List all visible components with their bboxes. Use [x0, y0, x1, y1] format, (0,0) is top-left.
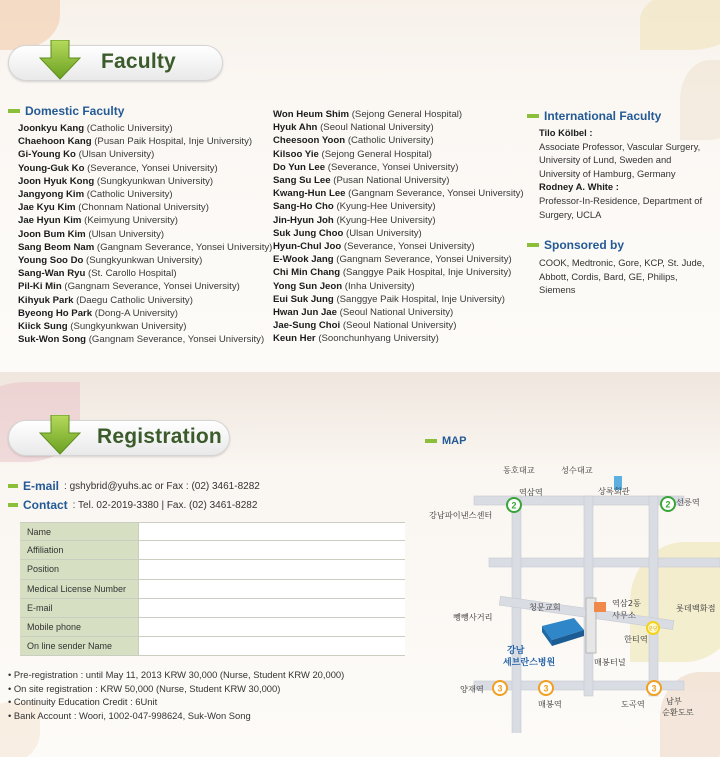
faculty-name: Sang Beom Nam — [18, 241, 95, 253]
faculty-name: Gi-Young Ko — [18, 149, 76, 161]
faculty-affiliation: (Gangnam Severance, Yonsei University) — [348, 188, 524, 200]
faculty-entry — [273, 148, 524, 161]
faculty-entry — [18, 254, 272, 267]
map-label-dogok: 도곡역 — [621, 699, 645, 709]
map-label-nambu-1: 남부 — [666, 696, 682, 706]
faculty-affiliation: (Kyung-Hee University) — [336, 214, 436, 226]
note-item: • Bank Account : Woori, 1002-047-998624, Suk-Won Song — [8, 709, 344, 723]
faculty-entry — [18, 135, 272, 148]
registration-title: Registration — [97, 425, 222, 448]
map-label-finance: 강남파이낸스센터 — [429, 510, 493, 520]
faculty-entry — [273, 200, 524, 213]
registration-header — [8, 420, 230, 456]
road-center — [584, 496, 593, 696]
form-field-input[interactable] — [138, 523, 405, 540]
form-row — [20, 541, 405, 560]
map-label-ppaeng: 뺑뺑사거리 — [453, 612, 493, 622]
faculty-name: Suk-Won Song — [18, 334, 87, 346]
faculty-affiliation: (Seoul National University) — [342, 320, 457, 332]
office-marker — [594, 602, 606, 612]
form-field-input[interactable] — [138, 618, 405, 636]
faculty-entry — [273, 306, 524, 319]
faculty-affiliation: (Keimyung University) — [84, 215, 178, 227]
faculty-affiliation: (Ulsan University) — [88, 228, 165, 240]
faculty-entry — [273, 214, 524, 227]
arrow-down-icon — [39, 40, 81, 80]
faculty-affiliation: (Catholic University) — [86, 189, 173, 201]
svg-text:3: 3 — [651, 683, 657, 694]
faculty-affiliation: (Gangnam Severance, Yonsei University) — [88, 334, 265, 346]
faculty-name: Suk Jung Choo — [273, 227, 344, 239]
contact-value: : Tel. 02-2019-3380 | Fax. (02) 3461-8282 — [72, 499, 258, 511]
faculty-affiliation: (Daegu Catholic University) — [76, 294, 193, 306]
faculty-name: Jae Hyun Kim — [18, 215, 82, 227]
faculty-entry — [18, 162, 272, 175]
road-middle — [489, 558, 720, 567]
note-item: • Continuity Education Credit : 6Unit — [8, 695, 344, 709]
email-value[interactable]: : gshybrid@yuhs.ac or Fax : (02) 3461-8282 — [64, 480, 260, 492]
form-field-input[interactable] — [138, 637, 405, 655]
faculty-entry — [18, 294, 272, 307]
faculty-entry — [273, 108, 524, 121]
faculty-name: Kiick Sung — [18, 321, 68, 333]
faculty-affiliation: (Soonchunhyang University) — [318, 333, 439, 345]
form-row — [20, 618, 405, 637]
international-faculty-heading: International Faculty — [527, 109, 661, 123]
faculty-name: Jangyong Kim — [18, 189, 85, 201]
map-label-maebong-tunnel: 매봉터널 — [594, 657, 626, 667]
faculty-affiliation: (Sungkyunkwan University) — [86, 255, 203, 267]
faculty-name: Jin-Hyun Joh — [273, 214, 334, 226]
faculty-name: Sang-Wan Ryu — [18, 268, 86, 280]
faculty-entry — [18, 201, 272, 214]
heading-dash — [527, 243, 539, 247]
faculty-entry — [273, 266, 524, 279]
registration-notes — [8, 668, 344, 722]
faculty-affiliation: (Chonnam National University) — [78, 202, 209, 214]
sponsor-line: Siemens — [539, 284, 576, 296]
road-east — [649, 496, 658, 696]
faculty-entry — [18, 307, 272, 320]
form-field-input[interactable] — [138, 541, 405, 559]
faculty-name: Pil-Ki Min — [18, 281, 62, 293]
form-field-label: E-mail — [20, 599, 138, 617]
domestic-faculty-heading: Domestic Faculty — [8, 104, 124, 118]
faculty-entry — [273, 187, 524, 200]
faculty-entry — [273, 227, 524, 240]
form-field-label: On line sender Name — [20, 637, 138, 655]
note-item: • Pre-registration : until May 11, 2013 KRW 30,000 (Nurse, Student KRW 20,000) — [8, 668, 344, 682]
map-label-office: 사무소 — [612, 610, 636, 620]
map-label-maebong: 매봉역 — [538, 699, 562, 709]
faculty-name: Cheesoon Yoon — [273, 135, 346, 147]
faculty-entry — [18, 175, 272, 188]
faculty-entry — [18, 333, 272, 346]
intl-person-name: Tilo Kölbel : — [539, 127, 593, 138]
faculty-name: Hwan Jun Jae — [273, 307, 337, 319]
faculty-entry — [18, 228, 272, 241]
faculty-entry — [18, 148, 272, 161]
line2-station-seolleung — [661, 497, 675, 511]
intl-person-line: Associate Professor, Vascular Surgery, — [539, 140, 701, 152]
faculty-affiliation: (Inha University) — [344, 280, 415, 292]
faculty-name: Sang Su Lee — [273, 175, 331, 187]
faculty-name: Keun Her — [273, 333, 316, 345]
intl-person-line: University of Hamburg, Germany — [539, 167, 676, 179]
intl-person-line: Surgery, UCLA — [539, 208, 602, 220]
faculty-affiliation: (Pusan Paik Hospital, Inje University) — [94, 136, 253, 148]
faculty-affiliation: (Catholic University) — [86, 123, 173, 134]
faculty-name: Jae-Sung Choi — [273, 320, 341, 332]
faculty-title: Faculty — [101, 50, 176, 73]
faculty-entry — [273, 121, 524, 134]
faculty-name: Yong Sun Jeon — [273, 280, 343, 292]
faculty-entry — [18, 241, 272, 254]
map-label-nambu-2: 순환도로 — [662, 707, 694, 717]
faculty-entry — [18, 280, 272, 293]
faculty-entry — [273, 174, 524, 187]
faculty-name: Kwang-Hun Lee — [273, 188, 346, 200]
faculty-name: Sang-Ho Cho — [273, 201, 334, 213]
heading-dash — [425, 439, 437, 443]
faculty-name: Hyuk Ahn — [273, 122, 318, 134]
faculty-affiliation: (Gangnam Severance, Yonsei University) — [64, 281, 240, 293]
form-field-input[interactable] — [138, 580, 405, 598]
form-field-label: Medical License Number — [20, 580, 138, 598]
faculty-affiliation: (Severance, Yonsei University) — [327, 161, 459, 173]
faculty-affiliation: (Ulsan University) — [346, 227, 422, 239]
faculty-name: Kihyuk Park — [18, 294, 74, 306]
map-label-yeoksam: 역삼역 — [519, 487, 543, 497]
faculty-name: Eui Suk Jung — [273, 293, 334, 305]
sponsor-line: Abbott, Cordis, Bard, GE, Philips, — [539, 270, 678, 282]
line3-station-dogok — [647, 681, 661, 695]
faculty-affiliation: (Sungkyunkwan University) — [96, 175, 214, 187]
line3-station-maebong — [539, 681, 553, 695]
sponsored-heading: Sponsored by — [527, 238, 624, 252]
contact-line — [8, 498, 257, 512]
faculty-name: Chaehoon Kang — [18, 136, 92, 148]
form-row — [20, 560, 405, 579]
form-field-input[interactable] — [138, 599, 405, 617]
faculty-entry — [273, 253, 524, 266]
faculty-affiliation: (Gangnam Severance, Yonsei University) — [96, 241, 273, 253]
faculty-entry — [18, 267, 272, 280]
faculty-name: Won Heum Shim — [273, 109, 350, 120]
map-label-sangnok: 상록회관 — [598, 486, 630, 496]
faculty-affiliation: (Ulsan University) — [78, 149, 155, 161]
line3-station-yangjae — [493, 681, 507, 695]
faculty-entry — [18, 122, 272, 135]
form-row — [20, 599, 405, 618]
faculty-name: Kilsoo Yie — [273, 148, 319, 160]
form-row — [20, 580, 405, 599]
faculty-entry — [273, 293, 524, 306]
form-field-label: Affiliation — [20, 541, 138, 559]
faculty-name: Hyun-Chul Joo — [273, 241, 342, 253]
map-label-yeoksam2: 역삼2동 — [612, 598, 641, 608]
form-field-label: Mobile phone — [20, 618, 138, 636]
faculty-name: Joon Hyuk Kong — [18, 175, 95, 187]
faculty-affiliation: (Pusan National University) — [333, 175, 450, 187]
faculty-entry — [273, 319, 524, 332]
map-label-seolleung: 선릉역 — [676, 497, 700, 507]
faculty-name: Do Yun Lee — [273, 161, 326, 173]
map-label-hospital-line1: 강남 — [507, 646, 525, 656]
faculty-affiliation: (Dong-A University) — [94, 307, 178, 319]
map-label-seongsu: 성수대교 — [561, 465, 593, 475]
faculty-name: Chi Min Chang — [273, 267, 341, 279]
form-field-label: Position — [20, 560, 138, 578]
hospital-building — [542, 618, 584, 646]
faculty-entry — [18, 214, 272, 227]
note-item: • On site registration : KRW 50,000 (Nurse, Student KRW 30,000) — [8, 682, 344, 696]
heading-dash — [8, 109, 20, 113]
faculty-entry — [18, 188, 272, 201]
svg-text:3: 3 — [543, 683, 549, 694]
faculty-entry — [18, 320, 272, 333]
sponsor-list — [539, 256, 705, 297]
faculty-name: Byeong Ho Park — [18, 307, 93, 319]
map-heading: MAP — [425, 435, 466, 447]
svg-text:3: 3 — [497, 683, 503, 694]
faculty-header — [8, 45, 223, 81]
faculty-name: Joon Bum Kim — [18, 228, 86, 240]
form-field-input[interactable] — [138, 560, 405, 578]
arrow-down-icon — [39, 415, 81, 455]
faculty-affiliation: (Severance, Yonsei University) — [87, 162, 218, 174]
faculty-affiliation: (Sanggye Paik Hospital, Inje University) — [342, 267, 512, 279]
faculty-name: E-Wook Jang — [273, 254, 334, 266]
heading-dash — [527, 114, 539, 118]
intl-person — [539, 180, 702, 221]
contact-label: Contact — [23, 498, 68, 512]
faculty-affiliation: (St. Carollo Hospital) — [88, 268, 177, 280]
faculty-name: Young-Guk Ko — [18, 162, 85, 174]
faculty-entry — [273, 134, 524, 147]
faculty-affiliation: (Sejong General Hospital) — [351, 109, 463, 120]
form-row — [20, 522, 405, 541]
faculty-affiliation: (Seoul National University) — [339, 307, 454, 319]
road-west — [512, 496, 521, 733]
map-label-hospital-line2: 세브란스병원 — [503, 658, 556, 668]
leaf-decoration — [640, 0, 720, 50]
intl-person-line: University of Lund, Sweden and — [539, 154, 672, 166]
faculty-entry — [273, 240, 524, 253]
faculty-name: Joonkyu Kang — [18, 123, 85, 134]
heading-dash — [8, 484, 18, 488]
faculty-name: Young Soo Do — [18, 255, 84, 267]
bundang-station-hanti — [647, 622, 659, 634]
map-label-hanti: 한티역 — [624, 634, 648, 644]
faculty-affiliation: (Gangnam Severance, Yonsei University) — [336, 254, 512, 266]
map-label-cheongmun: 청문교회 — [529, 602, 561, 612]
faculty-entry — [273, 332, 524, 345]
international-faculty-list — [539, 126, 702, 221]
faculty-affiliation: (Sungkyunkwan University) — [70, 321, 187, 333]
faculty-affiliation: (Sejong General Hospital) — [321, 148, 432, 160]
email-label: E-mail — [23, 479, 60, 493]
faculty-entry — [273, 280, 524, 293]
map-roads — [474, 496, 720, 733]
svg-text:2: 2 — [665, 499, 671, 510]
form-row — [20, 637, 405, 656]
intl-person-name: Rodney A. White : — [539, 181, 619, 193]
sponsor-line: COOK, Medtronic, Gore, KCP, St. Jude, — [539, 257, 705, 268]
domestic-faculty-column-1 — [18, 122, 272, 346]
faculty-affiliation: (Sanggye Paik Hospital, Inje University) — [336, 293, 505, 305]
faculty-name: Jae Kyu Kim — [18, 202, 76, 214]
svg-text:2: 2 — [511, 500, 517, 511]
registration-form — [20, 522, 405, 656]
line2-station-yeoksam — [507, 498, 521, 512]
map-label-yangjae: 양재역 — [460, 684, 484, 694]
svg-text:분당: 분당 — [648, 627, 658, 632]
faculty-affiliation: (Seoul National University) — [320, 122, 434, 134]
email-line — [8, 479, 260, 493]
intl-person — [539, 126, 702, 180]
faculty-affiliation: (Severance, Yonsei University) — [343, 241, 475, 253]
faculty-affiliation: (Catholic University) — [347, 135, 434, 147]
map-label-lotte: 롯데백화점 — [676, 603, 716, 613]
faculty-entry — [273, 161, 524, 174]
map-label-dongho: 동호대교 — [503, 465, 535, 475]
faculty-affiliation: (Kyung-Hee University) — [336, 201, 436, 213]
domestic-faculty-column-2 — [273, 108, 524, 346]
intl-person-line: Professor-In-Residence, Department of — [539, 194, 703, 206]
form-field-label: Name — [20, 523, 138, 540]
heading-dash — [8, 503, 18, 507]
